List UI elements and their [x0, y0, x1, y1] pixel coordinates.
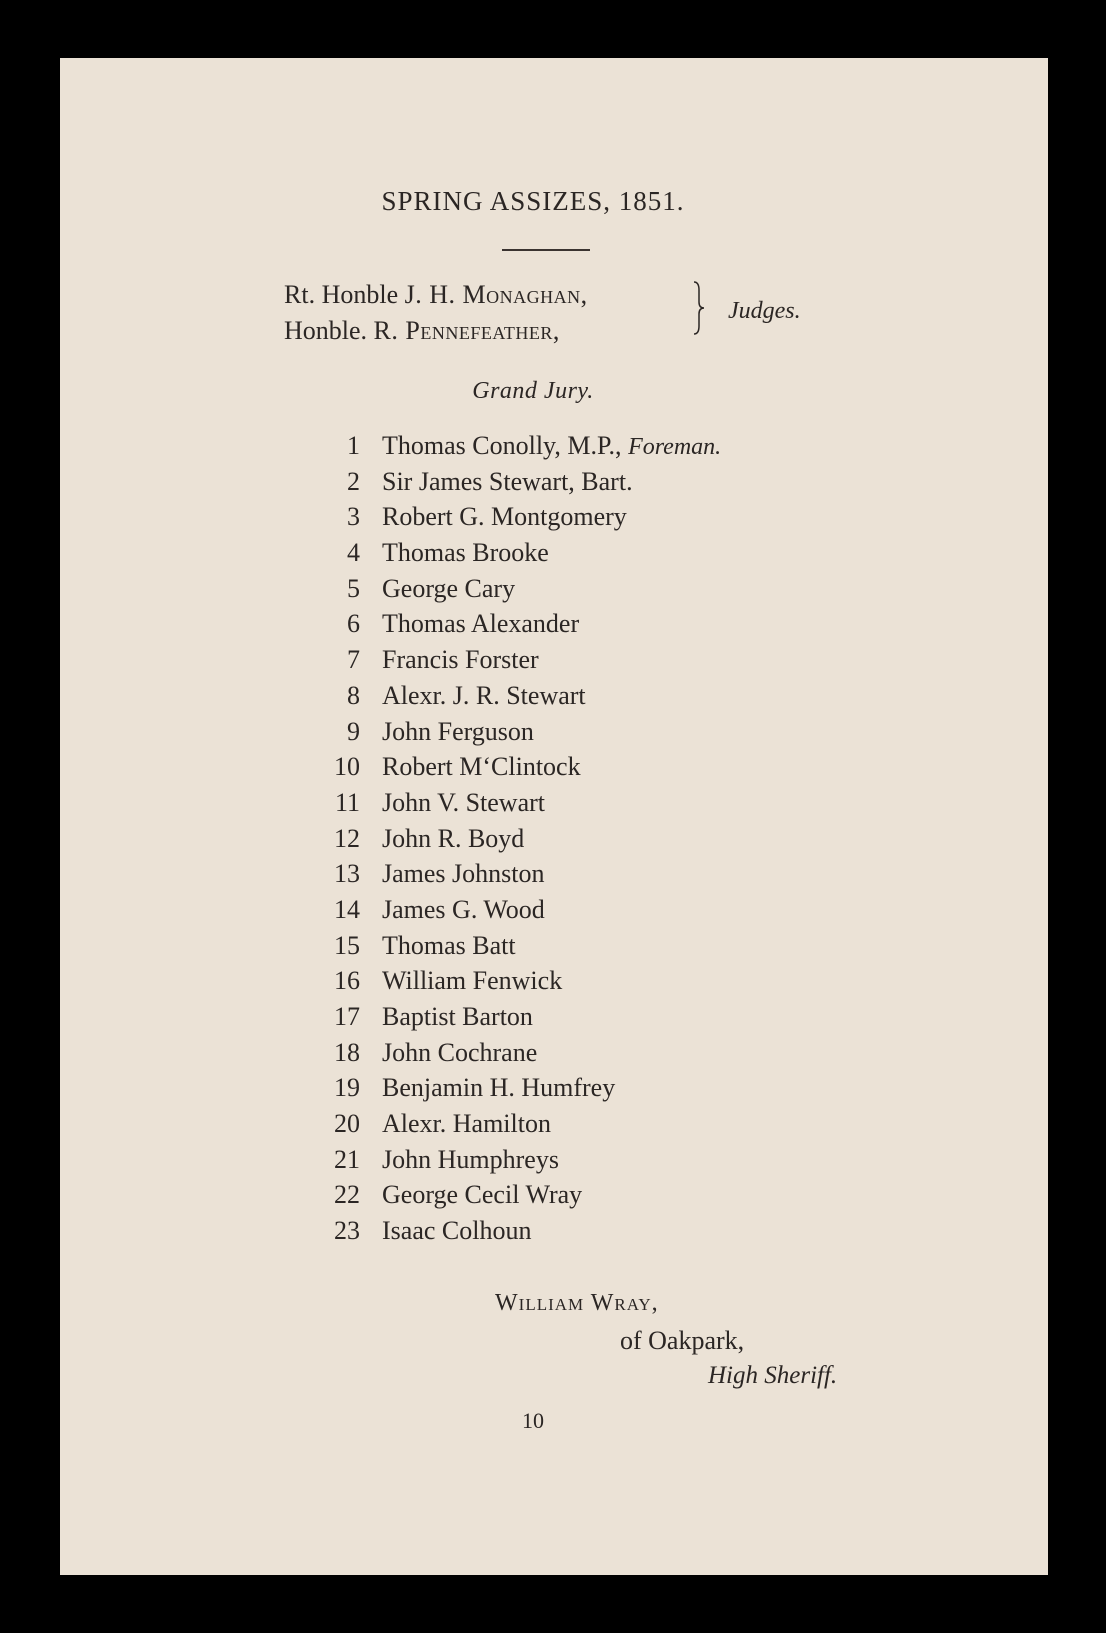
jury-name [382, 1106, 551, 1142]
jury-number: 2 [347, 466, 360, 496]
jury-name [382, 892, 545, 928]
jury-number: 11 [334, 787, 360, 817]
list-item [310, 999, 533, 1035]
jury-number: 7 [347, 645, 360, 675]
jury-number: 3 [347, 502, 360, 532]
jury-number: 12 [334, 823, 360, 853]
jury-name [382, 606, 579, 642]
jury-name [382, 999, 533, 1035]
jury-list [310, 428, 722, 1249]
jury-name-text: James G. Wood [382, 894, 545, 924]
jury-name-text: Thomas Alexander [382, 609, 580, 639]
list-item [310, 464, 633, 500]
jury-name [382, 928, 516, 964]
jury-name-text: Thomas Brooke [382, 538, 549, 568]
judge-1-prefix: Rt. Honble [284, 280, 399, 309]
jury-name [382, 785, 545, 821]
list-item [310, 1070, 616, 1106]
sheriff-place: of Oakpark, [620, 1326, 745, 1355]
jury-name-text: Alexr. Hamilton [382, 1109, 551, 1139]
list-item [310, 1035, 538, 1071]
jury-name [382, 749, 581, 785]
jury-name [382, 963, 562, 999]
jury-name [382, 1035, 537, 1071]
list-item [310, 1213, 532, 1249]
judge-2-prefix: Honble. [284, 316, 368, 345]
sheriff-name: William Wray, [495, 1290, 659, 1316]
jury-name-text: Baptist Barton [382, 1002, 533, 1031]
jury-number: 21 [334, 1144, 360, 1174]
sheriff-title: High Sheriff. [708, 1362, 838, 1389]
jury-number: 9 [347, 716, 360, 746]
list-item [310, 1177, 583, 1213]
jury-number: 8 [347, 680, 360, 710]
jury-name [382, 1213, 531, 1249]
list-item [310, 428, 722, 464]
jury-name [382, 1177, 582, 1213]
jury-name-text: George Cary [382, 573, 516, 603]
jury-number: 16 [334, 966, 360, 996]
jury-name-text: John Ferguson [382, 716, 534, 746]
list-item [310, 928, 516, 964]
jury-number: 13 [334, 859, 360, 889]
list-item [310, 749, 581, 785]
list-item [310, 714, 534, 750]
list-item [310, 606, 580, 642]
jury-name-text: Sir James Stewart, Bart. [382, 466, 633, 496]
jury-number: 1 [347, 431, 360, 460]
jury-name-text: Benjamin H. Humfrey [382, 1073, 616, 1103]
jury-name [382, 535, 549, 571]
document-page [60, 58, 1048, 1575]
judge-1-name: J. H. Monaghan, [404, 280, 588, 309]
jury-name-text: William Fenwick [382, 966, 563, 996]
jury-name-text: Robert G. Montgomery [382, 502, 627, 532]
judges-brace [692, 280, 706, 336]
jury-name [382, 428, 721, 465]
jury-number: 18 [334, 1037, 360, 1067]
list-item [310, 535, 549, 571]
jury-name [382, 856, 545, 892]
jury-number: 15 [334, 930, 360, 960]
list-item [310, 499, 627, 535]
jury-name-text: George Cecil Wray [382, 1180, 583, 1210]
jury-name-text: Thomas Conolly, M.P., [382, 431, 622, 460]
jury-name-text: John Humphreys [382, 1144, 559, 1174]
list-item [310, 892, 545, 928]
jury-name-text: Alexr. J. R. Stewart [382, 680, 586, 710]
list-item [310, 1142, 559, 1178]
jury-number: 19 [334, 1073, 360, 1103]
jury-number: 5 [347, 573, 360, 603]
grand-jury-heading: Grand Jury. [472, 378, 594, 404]
jury-number: 20 [334, 1109, 360, 1139]
jury-name [382, 678, 586, 714]
jury-name [382, 1070, 615, 1106]
list-item [310, 678, 586, 714]
judge-line-1 [284, 280, 588, 310]
jury-name [382, 571, 515, 607]
jury-name-text: John R. Boyd [382, 823, 525, 853]
jury-name-text: Thomas Batt [382, 930, 516, 960]
jury-name-text: John V. Stewart [382, 787, 545, 817]
jury-number: 23 [334, 1216, 360, 1246]
jury-number: 4 [347, 538, 360, 568]
jury-name [382, 642, 539, 678]
jury-name [382, 464, 633, 500]
jury-name-text: Robert M‘Clintock [382, 752, 581, 782]
list-item [310, 963, 563, 999]
judges-label: Judges. [728, 298, 801, 324]
page-number: 10 [522, 1408, 544, 1433]
list-item [310, 642, 539, 678]
jury-number: 14 [334, 894, 360, 924]
jury-name-text: John Cochrane [382, 1037, 538, 1067]
list-item [310, 785, 545, 821]
jury-name-text: Isaac Colhoun [382, 1216, 532, 1246]
jury-number: 22 [334, 1180, 360, 1210]
page-title: SPRING ASSIZES, 1851. [381, 186, 685, 216]
jury-name [382, 499, 627, 535]
list-item [310, 856, 545, 892]
judge-2-name: R. Pennefeather, [373, 316, 560, 345]
list-item [310, 821, 525, 857]
judge-line-2 [284, 316, 560, 346]
jury-name [382, 714, 534, 750]
jury-name [382, 1142, 559, 1178]
jury-role: Foreman. [628, 434, 722, 460]
jury-number: 10 [334, 752, 360, 782]
jury-name-text: Francis Forster [382, 645, 539, 675]
jury-number: 17 [334, 1002, 360, 1031]
jury-name [382, 821, 524, 857]
list-item [310, 1106, 551, 1142]
jury-number: 6 [347, 609, 360, 639]
jury-name-text: James Johnston [382, 859, 545, 889]
list-item [310, 571, 516, 607]
title-rule [502, 249, 590, 251]
